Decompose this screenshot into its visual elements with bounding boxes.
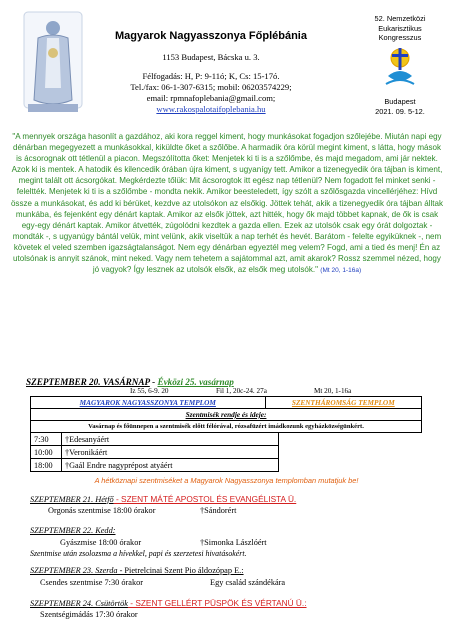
congress-info xyxy=(364,14,436,43)
table-row xyxy=(31,433,279,446)
table-row xyxy=(31,459,279,472)
congress-logo xyxy=(382,46,418,92)
day-tuesday xyxy=(30,526,116,535)
church-trinity: SZENTHÁROMSÁG TEMPLOM xyxy=(265,397,421,409)
day-feast: - SZENT GELLÉRT PÜSPÖK ÉS VÉRTANÚ Ü.: xyxy=(127,598,307,608)
website-link[interactable]: www.rakospalotaifoplebania.hu xyxy=(156,104,266,114)
day-feast: - SZENT MÁTÉ APOSTOL ÉS EVANGÉLISTA Ü. xyxy=(113,494,297,504)
mass-schedule xyxy=(30,432,279,472)
day-wednesday xyxy=(30,566,244,575)
mass-header-table xyxy=(30,396,422,433)
mass-line: Orgonás szentmise 18:00 órakor xyxy=(48,506,156,515)
mary-statue-logo xyxy=(14,8,92,120)
sunday-heading xyxy=(26,377,234,387)
congress-dates: 2021. 09. 5-12. xyxy=(375,107,425,116)
congress-city: Budapest xyxy=(384,97,416,106)
tuesday-note: Szentmise után zsolozsma a hívekkel, papi és szerzetesi hivatásokért. xyxy=(30,549,247,558)
phone-numbers: Tel./fax: 06-1-307-6315; mobil: 06203574229; xyxy=(130,82,292,92)
email-address: email: rpmnafoplebania@gmail.com; xyxy=(146,93,276,103)
rosary-note: Vasárnap és főünnepen a szentmisék előtt félórával, rózsafüzért imádkozunk egyházközségünkért. xyxy=(31,421,422,433)
day-feast: - Pietrelcinai Szent Pio áldozópap E.: xyxy=(117,566,244,575)
church-mary: MAGYAROK NAGYASSZONYA TEMPLOM xyxy=(31,397,266,409)
reading-second: Fil 1, 20c-24. 27a xyxy=(216,387,267,395)
day-date: SZEPTEMBER 21. Hétfő xyxy=(30,495,114,504)
gospel-text: "A mennyek országa hasonlít a gazdához, aki kora reggel kiment, hogy munkásokat fogadjon szőlejébe. Miután napi egy dénárban megegyezett a munkásokkal, kiküldte őket a szőlőbe. A harmadik óra körül megint kiment, s látta, hogy mások is ácsorognak ott tétlenül a piacon. Megszólította őket: Menjetek ki ti is a szőlőmbe, és majd megadom, ami jár nektek. Azok ki is mentek. A hatodik és kilencedik órában újra kiment, s ugyanígy tett. Amikor a tizenegyedik óra tájban is kiment, megint talált ott ácsorgókat. Megkérdezte tőlük: Mit ácsorogtok itt egész nap tétlenül? Nem fogadott fel minket senki - feleltték. Menjetek ki ti is a szőlőmbe - mondta nekik. Amikor beesteledett, így szólt a szőlősgazda vincellérjéhez: Hívd össze a munkásokat, és add ki bérüket, kezdve az utolsókon az elsőkig. Jöttek tehát, akik a tizenegyedik óra tájban álltak munkába, és fejenként egy dénárt kaptak. Amikor az elsők jöttek, azt hitték, hogy ők majd többet kapnak, de ők is csak egy-egy dénárt kaptak. Amikor átvették, zúgolódni kezdtek a gazda ellen. Ezek az utolsók csak egy órát dolgoztak - mondták -, s ugyanúgy bántál velük, mint velünk, akik viseltük a nap terhét és hevét. Barátom - felelte egyiküknek -, nem követek el veled szemben igazságtalanságot. Nem egy dénárban egyeztél meg velem? Fogd, ami a tied és menj! Én az utolsónak is annyit szánok, mint neked. Vagy nem tehetem a sajátommal azt, amit akarok? Rossz szemmel nézed, hogy jó vagyok? Így lesznek az utolsók elsők, az elsők meg utolsók." xyxy=(10,132,444,275)
sunday-separator: - xyxy=(149,377,158,387)
mass-time: 10:00 xyxy=(31,446,62,459)
monday-intention: †Sándorért xyxy=(200,506,237,515)
parish-title: Magyarok Nagyasszonya Főplébánia xyxy=(115,30,307,42)
gospel-reference: (Mt 20, 1-16a) xyxy=(320,267,362,275)
wednesday-mass: Csendes szentmise 7:30 órakor xyxy=(40,578,143,587)
mass-intention: †Veronikáért xyxy=(62,446,279,459)
reading-gospel: Mt 20, 1-16a xyxy=(314,387,352,395)
congress-line2: Eukarisztikus xyxy=(378,23,422,33)
day-thursday xyxy=(30,598,307,608)
wednesday-intention: Egy család szándékára xyxy=(210,578,286,587)
mass-time: 18:00 xyxy=(31,459,62,472)
sunday-season: Évközi 25. vasárnap xyxy=(157,377,234,387)
reading-first: Iz 55, 6-9. 20 xyxy=(130,387,169,395)
mass-time: 7:30 xyxy=(31,433,62,446)
weekday-notice: A hétköznapi szentmiséket a Magyarok Nagyasszonya templomban mutatjuk be! xyxy=(94,476,359,485)
schedule-title: Szentmisék rendje és ideje: xyxy=(31,409,422,421)
monday-mass xyxy=(48,506,155,515)
gospel-quote xyxy=(10,131,444,276)
tuesday-mass: Gyászmise 18:00 órakor xyxy=(60,538,142,547)
congress-line1: 52. Nemzetközi xyxy=(374,14,426,23)
day-date: SZEPTEMBER 23. Szerda xyxy=(30,566,118,575)
mass-intention: †Gaál Endre nagyprépost atyáért xyxy=(62,459,279,472)
day-date: SZEPTEMBER 24. Csütörtök xyxy=(30,599,128,608)
thursday-mass: Szentségimádás 17:30 órakor xyxy=(40,610,138,619)
day-monday xyxy=(30,494,296,504)
office-hours: Félfogadás: H, P: 9-11ó; K, Cs: 15-17ó. xyxy=(142,71,280,81)
tuesday-intention: †Simonka Lászlóért xyxy=(200,538,267,547)
parish-address: 1153 Budapest, Bácska u. 3. xyxy=(162,52,260,62)
sunday-date: SZEPTEMBER 20. VASÁRNAP xyxy=(26,377,150,387)
congress-line3: Kongresszus xyxy=(378,33,422,42)
table-row xyxy=(31,446,279,459)
mass-intention: †Edesanyáért xyxy=(62,433,279,446)
day-date: SZEPTEMBER 22. Kedd: xyxy=(30,526,116,535)
